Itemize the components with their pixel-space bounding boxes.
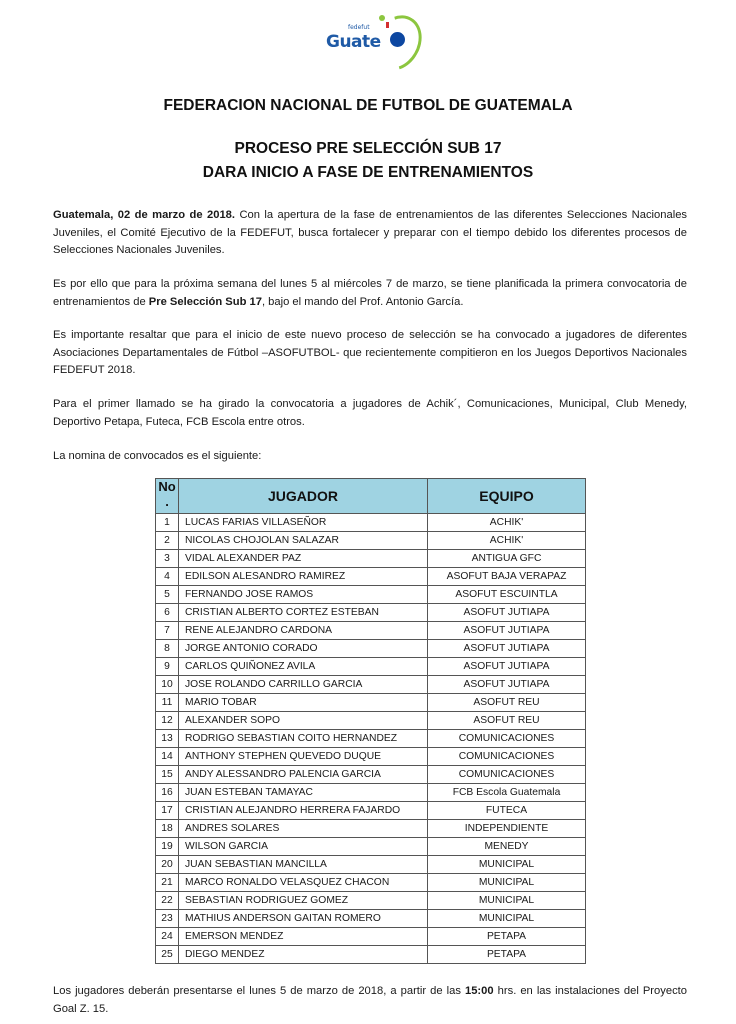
table-row [156, 910, 586, 928]
cell-player: MATHIUS ANDERSON GAITAN ROMERO [179, 910, 428, 928]
cell-no: 22 [156, 892, 179, 910]
organization-title: FEDERACION NACIONAL DE FUTBOL DE GUATEMALA [163, 97, 573, 114]
table-row [156, 514, 586, 532]
table-row [156, 622, 586, 640]
dateline: Guatemala, 02 de marzo de 2018. [53, 209, 236, 221]
table-row [156, 838, 586, 856]
cell-player: ANDY ALESSANDRO PALENCIA GARCIA [179, 766, 428, 784]
cell-team: ASOFUT JUTIAPA [428, 658, 586, 676]
meeting-text-after: hrs. en las instalaciones del Proyecto Goal Z. 15. [53, 985, 687, 1015]
schedule-text-after: , bajo el mando del Prof. Antonio García. [261, 295, 464, 308]
table-row [156, 820, 586, 838]
cell-team: ASOFUT BAJA VERAPAZ [428, 568, 586, 586]
paragraph-schedule [53, 276, 687, 311]
cell-player: JUAN SEBASTIAN MANCILLA [179, 856, 428, 874]
cell-team: ANTIGUA GFC [428, 550, 586, 568]
cell-team: FUTECA [428, 802, 586, 820]
cell-player: FERNANDO JOSE RAMOS [179, 586, 428, 604]
cell-no: 3 [156, 550, 179, 568]
cell-player: SEBASTIAN RODRIGUEZ GOMEZ [179, 892, 428, 910]
cell-no: 20 [156, 856, 179, 874]
cell-player: WILSON GARCIA [179, 838, 428, 856]
table-row [156, 694, 586, 712]
table-row [156, 874, 586, 892]
cell-team: ASOFUT REU [428, 712, 586, 730]
table-row [156, 532, 586, 550]
roster-table [155, 478, 586, 964]
logo-small-text: fedefut [348, 24, 370, 31]
cell-team: MUNICIPAL [428, 892, 586, 910]
cell-player: EDILSON ALESANDRO RAMIREZ [179, 568, 428, 586]
cell-no: 21 [156, 874, 179, 892]
logo-flag-icon [386, 22, 389, 28]
cell-no: 18 [156, 820, 179, 838]
cell-player: LUCAS FARIAS VILLASEÑOR [179, 514, 428, 532]
table-row [156, 604, 586, 622]
cell-player: CRISTIAN ALBERTO CORTEZ ESTEBAN [179, 604, 428, 622]
cell-team: MENEDY [428, 838, 586, 856]
cell-team: MUNICIPAL [428, 874, 586, 892]
cell-no: 4 [156, 568, 179, 586]
cell-player: CRISTIAN ALEJANDRO HERRERA FAJARDO [179, 802, 428, 820]
headline-line-2: DARA INICIO A FASE DE ENTRENAMIENTOS [202, 164, 534, 181]
schedule-text-before: Es por ello que para la próxima semana del lunes 5 al miércoles 7 de marzo, se tiene planificada la primera convocatoria de entrenamientos de [53, 278, 687, 308]
cell-player: JOSE ROLANDO CARRILLO GARCIA [179, 676, 428, 694]
table-row [156, 550, 586, 568]
paragraph-clubs: Para el primer llamado se ha girado la convocatoria a jugadores de Achik´, Comunicaciones, Municipal, Club Menedy, Deportivo Petapa, Futeca, FCB Escola entre otros. [53, 398, 687, 428]
cell-team: ASOFUT ESCUINTLA [428, 586, 586, 604]
cell-player: DIEGO MENDEZ [179, 946, 428, 964]
paragraph-roster-intro: La nomina de convocados es el siguiente: [53, 450, 262, 462]
header-no: No . [156, 479, 179, 514]
cell-team: PETAPA [428, 946, 586, 964]
cell-no: 7 [156, 622, 179, 640]
cell-player: RENE ALEJANDRO CARDONA [179, 622, 428, 640]
cell-player: RODRIGO SEBASTIAN COITO HERNANDEZ [179, 730, 428, 748]
paragraph-intro [53, 207, 687, 260]
cell-team: MUNICIPAL [428, 910, 586, 928]
cell-player: NICOLAS CHOJOLAN SALAZAR [179, 532, 428, 550]
cell-team: FCB Escola Guatemala [428, 784, 586, 802]
table-row [156, 928, 586, 946]
cell-no: 23 [156, 910, 179, 928]
cell-player: ANDRES SOLARES [179, 820, 428, 838]
cell-player: VIDAL ALEXANDER PAZ [179, 550, 428, 568]
cell-no: 25 [156, 946, 179, 964]
cell-no: 2 [156, 532, 179, 550]
table-row [156, 712, 586, 730]
cell-team: COMUNICACIONES [428, 748, 586, 766]
cell-team: MUNICIPAL [428, 856, 586, 874]
cell-team: ASOFUT JUTIAPA [428, 622, 586, 640]
cell-no: 16 [156, 784, 179, 802]
table-row [156, 658, 586, 676]
cell-no: 24 [156, 928, 179, 946]
meeting-text-before: Los jugadores deberán presentarse el lunes 5 de marzo de 2018, a partir de las [53, 985, 465, 997]
cell-team: COMUNICACIONES [428, 766, 586, 784]
roster-body [156, 514, 586, 964]
cell-team: ASOFUT JUTIAPA [428, 640, 586, 658]
cell-player: CARLOS QUIÑONEZ AVILA [179, 658, 428, 676]
cell-team: ACHIK' [428, 532, 586, 550]
cell-no: 13 [156, 730, 179, 748]
cell-no: 8 [156, 640, 179, 658]
cell-player: JORGE ANTONIO CORADO [179, 640, 428, 658]
header-player: JUGADOR [179, 479, 428, 514]
logo-ball-icon [390, 32, 405, 47]
table-row [156, 640, 586, 658]
table-row [156, 748, 586, 766]
paragraph-asofutbol: Es importante resaltar que para el inicio de este nuevo proceso de selección se ha convocado a jugadores de diferentes Asociaciones Departamentales de Fútbol –ASOFUTBOL- que recientemente compitieron en los Juegos Deportivos Nacionales FEDEFUT 2018. [53, 329, 687, 376]
cell-player: EMERSON MENDEZ [179, 928, 428, 946]
cell-team: ACHIK' [428, 514, 586, 532]
logo-main-text: Guate [326, 32, 381, 52]
cell-team: ASOFUT REU [428, 694, 586, 712]
cell-player: JUAN ESTEBAN TAMAYAC [179, 784, 428, 802]
cell-team: ASOFUT JUTIAPA [428, 676, 586, 694]
table-row [156, 586, 586, 604]
cell-team: INDEPENDIENTE [428, 820, 586, 838]
meeting-time: 15:00 [464, 985, 494, 997]
table-row [156, 856, 586, 874]
table-row [156, 568, 586, 586]
headline-line-1: PROCESO PRE SELECCIÓN SUB 17 [234, 140, 502, 157]
roster-header-row [156, 479, 586, 514]
logo-player-head-icon [379, 15, 385, 21]
paragraph-meeting [53, 983, 687, 1018]
cell-team: ASOFUT JUTIAPA [428, 604, 586, 622]
table-row [156, 766, 586, 784]
header-team: EQUIPO [428, 479, 586, 514]
cell-team: COMUNICACIONES [428, 730, 586, 748]
cell-no: 12 [156, 712, 179, 730]
cell-no: 14 [156, 748, 179, 766]
table-row [156, 784, 586, 802]
cell-no: 9 [156, 658, 179, 676]
cell-no: 1 [156, 514, 179, 532]
table-row [156, 802, 586, 820]
schedule-highlight: Pre Selección Sub 17 [148, 295, 262, 308]
cell-no: 5 [156, 586, 179, 604]
table-row [156, 676, 586, 694]
cell-team: PETAPA [428, 928, 586, 946]
cell-no: 15 [156, 766, 179, 784]
cell-player: MARIO TOBAR [179, 694, 428, 712]
intro-text: Con la apertura de la fase de entrenamientos de las diferentes Selecciones Nacionales Juveniles, el Comité Ejecutivo de la FEDEFUT, busca fortalecer y preparar con el tiempo debido los diferentes procesos de Selecciones Nacionales Juveniles. [53, 209, 688, 256]
cell-player: ANTHONY STEPHEN QUEVEDO DUQUE [179, 748, 428, 766]
table-row [156, 892, 586, 910]
cell-player: ALEXANDER SOPO [179, 712, 428, 730]
cell-no: 10 [156, 676, 179, 694]
cell-player: MARCO RONALDO VELASQUEZ CHACON [179, 874, 428, 892]
cell-no: 11 [156, 694, 179, 712]
cell-no: 19 [156, 838, 179, 856]
cell-no: 6 [156, 604, 179, 622]
table-row [156, 946, 586, 964]
cell-no: 17 [156, 802, 179, 820]
table-row [156, 730, 586, 748]
fedefut-guate-logo [318, 6, 418, 68]
